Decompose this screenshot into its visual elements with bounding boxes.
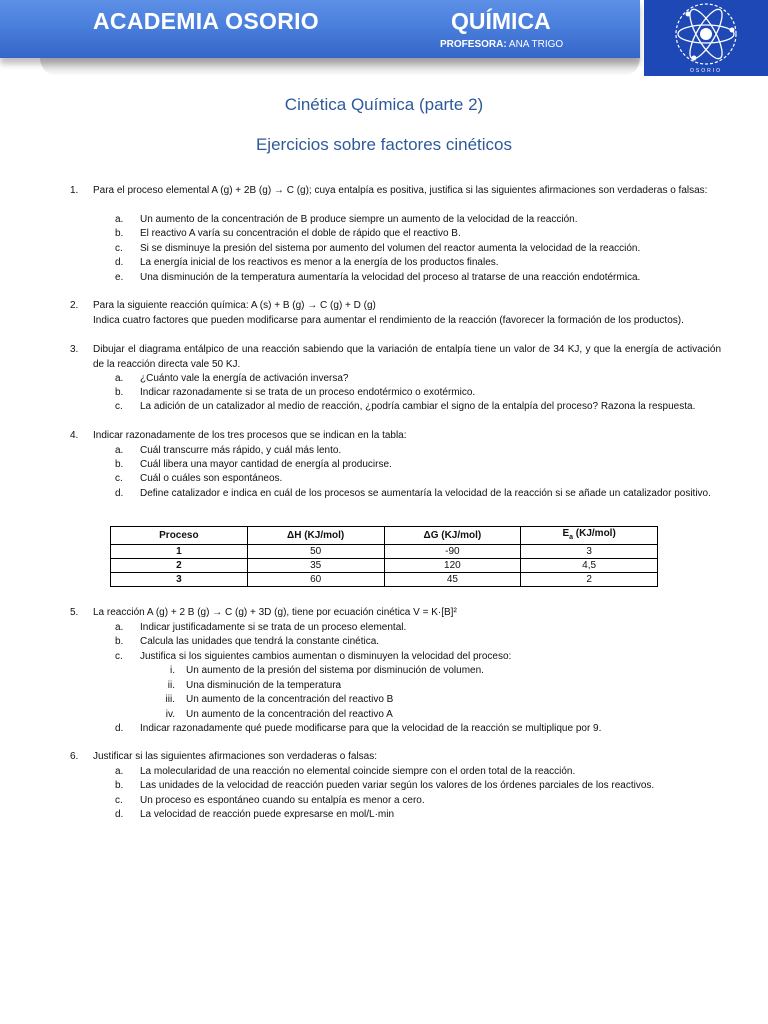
list-item: Las unidades de la velocidad de reacción pueden variar según los valores de los órdenes parciales de los reactivos. (140, 780, 655, 791)
banner-shadow (40, 58, 640, 76)
q2-line2: Indica cuatro factores que pueden modificarse para aumentar el rendimiento de la reacción (favorecer la formación de los productos). (93, 315, 684, 326)
list-item: Cuál o cuáles son espontáneos. (140, 473, 283, 484)
table-cell: 50 (247, 545, 384, 559)
col-header: ΔH (KJ/mol) (247, 527, 384, 545)
table-row (111, 573, 658, 587)
list-subitem: Un aumento de la presión del sistema por disminución de volumen. (186, 665, 484, 676)
list-letter: b. (115, 228, 124, 239)
list-letter: b. (115, 387, 124, 398)
list-letter: c. (115, 795, 123, 806)
list-item: Indicar razonadamente si se trata de un proceso endotérmico o exotérmico. (140, 387, 476, 398)
teacher-name: ANA TRIGO (508, 39, 564, 50)
q6-number: 6. (70, 751, 79, 762)
list-letter: a. (115, 214, 124, 225)
academy-name: ACADEMIA OSORIO (93, 8, 319, 34)
list-item: La adición de un catalizador al medio de reacción, ¿podría cambiar el signo de la entalpía del proceso? Razona la respuesta. (140, 401, 696, 412)
page-title: Cinética Química (parte 2) (284, 95, 484, 114)
q2-number: 2. (70, 300, 79, 311)
q5-number: 5. (70, 607, 79, 618)
teacher-label: PROFESORA: (440, 39, 507, 50)
page-subtitle: Ejercicios sobre factores cinéticos (255, 135, 513, 154)
list-letter: a. (115, 445, 124, 456)
ea-unit: (KJ/mol) (573, 528, 616, 539)
list-letter: c. (115, 473, 123, 484)
q2-line1: Para la siguiente reacción química: A (s) + B (g) → C (g) + D (g) (93, 300, 376, 311)
list-subitem: Un aumento de la concentración del reactivo B (186, 694, 394, 705)
list-letter: b. (115, 780, 124, 791)
list-letter: a. (115, 373, 124, 384)
table-cell: 2 (111, 559, 248, 573)
table-cell: 60 (247, 573, 384, 587)
col-header: ΔG (KJ/mol) (384, 527, 521, 545)
q3-text: Dibujar el diagrama entálpico de una reacción sabiendo que la variación de entalpía tiene un valor de 34 KJ, y que la energía de activación de la reacción directa vale 50 KJ. (93, 344, 721, 370)
list-letter: c. (115, 651, 123, 662)
list-item: Cuál transcurre más rápido, y cuál más lento. (140, 445, 342, 456)
q4-number: 4. (70, 430, 79, 441)
list-letter: d. (115, 257, 124, 268)
list-item: Justifica si los siguientes cambios aumentan o disminuyen la velocidad del proceso: (140, 651, 512, 662)
subject-title: QUÍMICA (451, 8, 551, 34)
list-item: Si se disminuye la presión del sistema por aumento del volumen del reactor aumenta la velocidad de la reacción. (140, 243, 641, 254)
table-cell: 3 (521, 545, 658, 559)
table-row (111, 545, 658, 559)
list-subitem: Un aumento de la concentración del reactivo A (186, 709, 393, 720)
list-letter: d. (115, 723, 124, 734)
list-letter: b. (115, 459, 124, 470)
q1-text: Para el proceso elemental A (g) + 2B (g) → C (g); cuya entalpía es positiva, justifica si las siguientes afirmaciones son verdaderas o falsas: (93, 185, 708, 196)
q5-text: La reacción A (g) + 2 B (g) → C (g) + 3D (g), tiene por ecuación cinética V = K·[B]² (93, 607, 457, 618)
roman-numeral: ii. (167, 680, 175, 691)
list-subitem: Una disminución de la temperatura (186, 680, 342, 691)
table-cell: 1 (111, 545, 248, 559)
table-row (111, 559, 658, 573)
q6-text: Justificar si las siguientes afirmaciones son verdaderas o falsas: (93, 751, 378, 762)
atom-logo (644, 0, 768, 76)
list-letter: a. (115, 622, 124, 633)
list-item: Define catalizador e indica en cuál de los procesos se aumentaría la velocidad de la reacción si se añade un catalizador positivo. (140, 488, 711, 499)
table-header-row (111, 527, 658, 545)
list-item: Cuál libera una mayor cantidad de energía al producirse. (140, 459, 392, 470)
process-table (110, 526, 658, 587)
col-header (521, 527, 658, 545)
table-cell: -90 (384, 545, 521, 559)
list-item: El reactivo A varía su concentración el doble de rápido que el reactivo B. (140, 228, 461, 239)
list-item: ¿Cuánto vale la energía de activación inversa? (140, 373, 349, 384)
table-cell: 120 (384, 559, 521, 573)
roman-numeral: iii. (165, 694, 175, 705)
list-item: Un proceso es espontáneo cuando su entalpía es menor a cero. (140, 795, 425, 806)
list-item: Indicar razonadamente qué puede modificarse para que la velocidad de la reacción se multiplique por 9. (140, 723, 602, 734)
list-item: Calcula las unidades que tendrá la constante cinética. (140, 636, 380, 647)
list-letter: b. (115, 636, 124, 647)
table-cell: 4,5 (521, 559, 658, 573)
roman-numeral: i. (170, 665, 175, 676)
q3-number: 3. (70, 344, 79, 355)
list-item: Indicar justificadamente si se trata de un proceso elemental. (140, 622, 407, 633)
roman-numeral: iv. (165, 709, 175, 720)
list-letter: d. (115, 809, 124, 820)
atom-icon (644, 0, 768, 76)
table-cell: 2 (521, 573, 658, 587)
q1-number: 1. (70, 185, 79, 196)
list-item: La molecularidad de una reacción no elemental coincide siempre con el orden total de la reacción. (140, 766, 576, 777)
col-header: Proceso (111, 527, 248, 545)
list-letter: e. (115, 272, 124, 283)
table-cell: 3 (111, 573, 248, 587)
table-cell: 35 (247, 559, 384, 573)
list-letter: c. (115, 401, 123, 412)
teacher-line (440, 39, 563, 50)
list-item: Un aumento de la concentración de B produce siempre un aumento de la velocidad de la reacción. (140, 214, 578, 225)
ea-subscript: a (569, 534, 574, 541)
svg-text:OSORIO: OSORIO (689, 68, 723, 74)
ea-symbol: E (562, 528, 570, 539)
list-letter: d. (115, 488, 124, 499)
list-item: Una disminución de la temperatura aumentaría la velocidad del proceso al tratarse de una reacción endotérmica. (140, 272, 641, 283)
list-item: La energía inicial de los reactivos es menor a la energía de los productos finales. (140, 257, 499, 268)
table-cell: 45 (384, 573, 521, 587)
list-letter: c. (115, 243, 123, 254)
list-item: La velocidad de reacción puede expresarse en mol/L·min (140, 809, 395, 820)
list-letter: a. (115, 766, 124, 777)
q4-text: Indicar razonadamente de los tres procesos que se indican en la tabla: (93, 430, 407, 441)
